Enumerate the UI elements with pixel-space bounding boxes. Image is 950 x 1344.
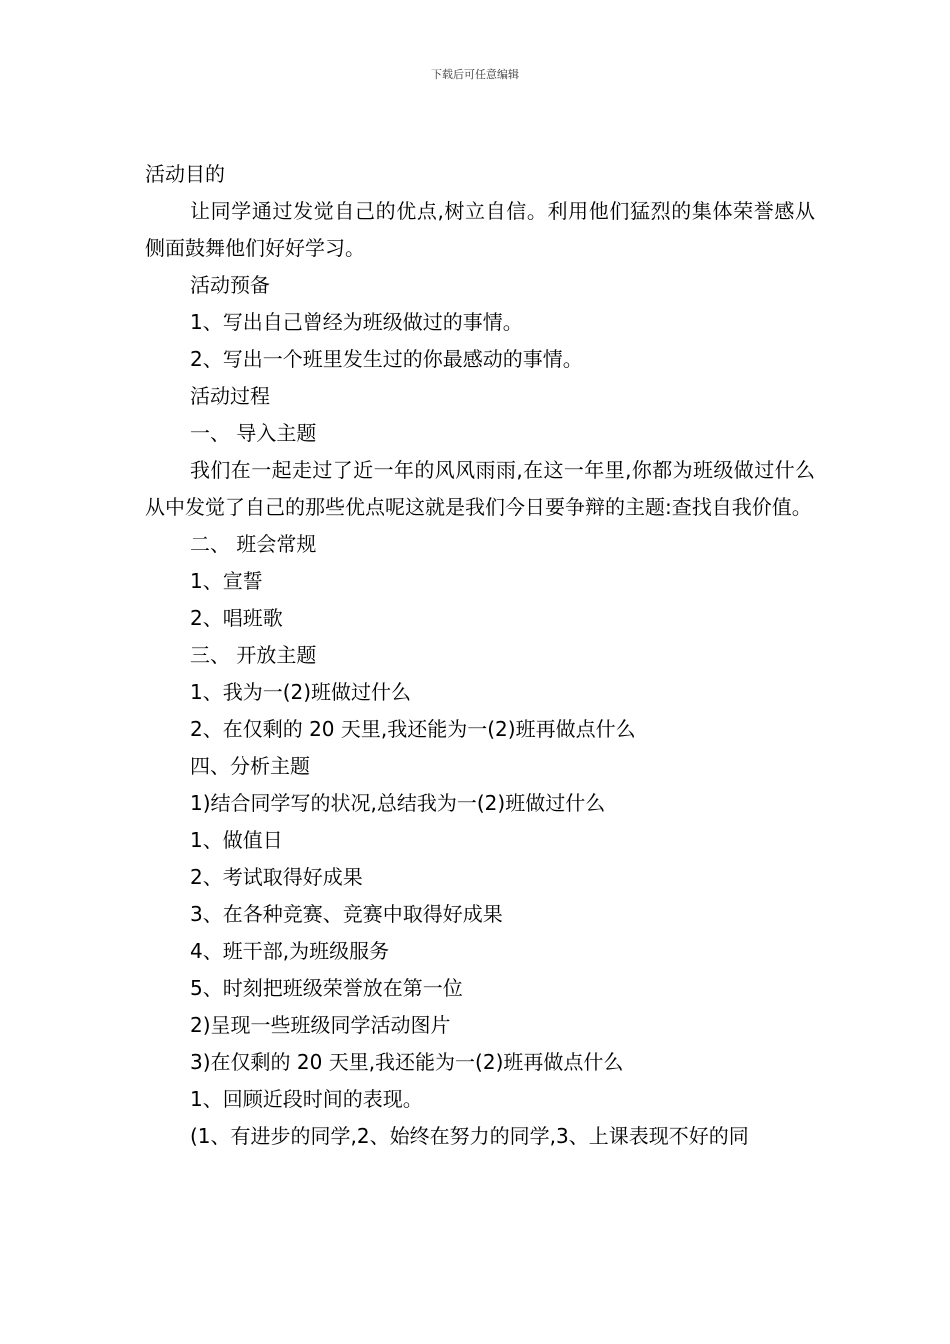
paragraph: 我们在一起走过了近一年的风风雨雨,在这一年里,你都为班级做过什么从中发觉了自己的那些优点呢这就是我们今日要争辩的主题:查找自我价值。 (145, 458, 815, 519)
list-item: 1、宣誓 (190, 569, 263, 593)
list-item: 3、在各种竞赛、竞赛中取得好成果 (190, 902, 503, 926)
list-item: 2、考试取得好成果 (190, 865, 363, 889)
list-item: 3)在仅剩的 20 天里,我还能为一(2)班再做点什么 (190, 1050, 624, 1074)
list-item: 1、我为一(2)班做过什么 (190, 680, 412, 704)
section-heading: 活动目的 (145, 162, 225, 186)
document-body (145, 156, 815, 1155)
list-item: (1、有进步的同学,2、始终在努力的同学,3、上课表现不好的同 (190, 1124, 749, 1148)
subsection-heading: 二、 班会常规 (190, 532, 317, 556)
list-item: 2)呈现一些班级同学活动图片 (190, 1013, 451, 1037)
list-item: 2、在仅剩的 20 天里,我还能为一(2)班再做点什么 (190, 717, 636, 741)
subsection-heading: 四、分析主题 (190, 754, 310, 778)
list-item: 2、唱班歌 (190, 606, 283, 630)
section-heading: 活动预备 (190, 273, 270, 297)
section-heading: 活动过程 (190, 384, 270, 408)
page-header: 下载后可任意编辑 (431, 68, 519, 81)
list-item: 1、回顾近段时间的表现。 (190, 1087, 423, 1111)
list-item: 2、写出一个班里发生过的你最感动的事情。 (190, 347, 583, 371)
subsection-heading: 三、 开放主题 (190, 643, 317, 667)
subsection-heading: 一、 导入主题 (190, 421, 317, 445)
list-item: 1、做值日 (190, 828, 283, 852)
list-item: 1、写出自己曾经为班级做过的事情。 (190, 310, 523, 334)
list-item: 5、时刻把班级荣誉放在第一位 (190, 976, 463, 1000)
paragraph: 让同学通过发觉自己的优点,树立自信。利用他们猛烈的集体荣誉感从侧面鼓舞他们好好学习。 (145, 199, 815, 260)
list-item: 4、班干部,为班级服务 (190, 939, 390, 963)
list-item: 1)结合同学写的状况,总结我为一(2)班做过什么 (190, 791, 606, 815)
